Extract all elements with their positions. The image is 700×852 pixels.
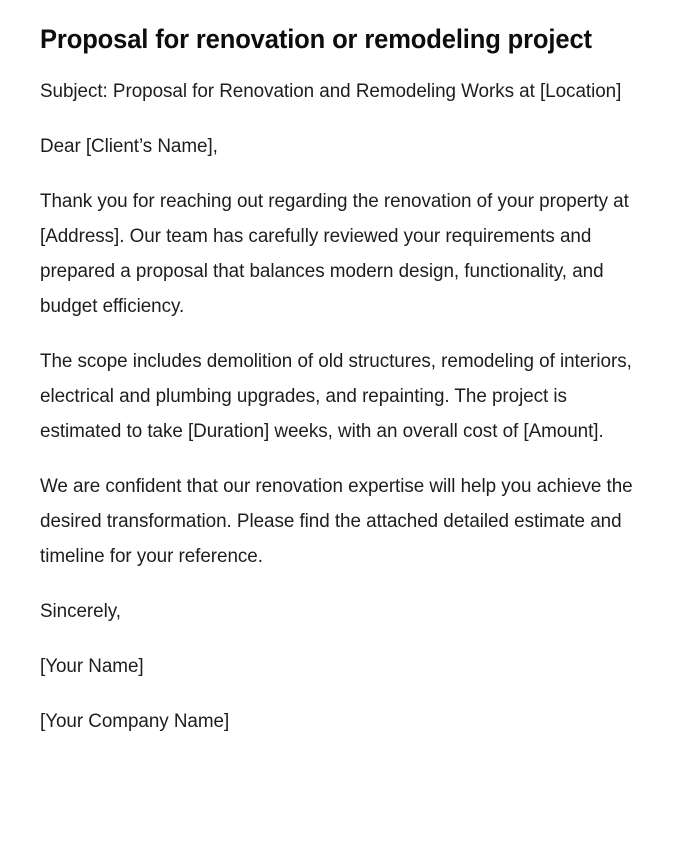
salutation: Dear [Client’s Name],	[40, 136, 218, 157]
page-title: Proposal for renovation or remodeling project	[40, 24, 592, 54]
signature-company: [Your Company Name]	[40, 711, 230, 732]
signature-name: [Your Name]	[40, 656, 144, 677]
sign-off: Sincerely,	[40, 601, 121, 622]
document-body	[40, 74, 655, 739]
closing-paragraph: We are confident that our renovation expertise will help you achieve the desired transformation. Please find the attached detailed estimate and timeline for your reference.	[40, 476, 633, 567]
subject-line: Subject: Proposal for Renovation and Remodeling Works at [Location]	[40, 81, 622, 102]
intro-paragraph: Thank you for reaching out regarding the renovation of your property at [Address]. Our team has carefully reviewed your requirements and prepared a proposal that balances modern design, functionality, and budget efficiency.	[40, 191, 629, 317]
scope-paragraph: The scope includes demolition of old structures, remodeling of interiors, electrical and plumbing upgrades, and repainting. The project is estimated to take [Duration] weeks, with an overall cost of [Amount].	[40, 351, 632, 442]
